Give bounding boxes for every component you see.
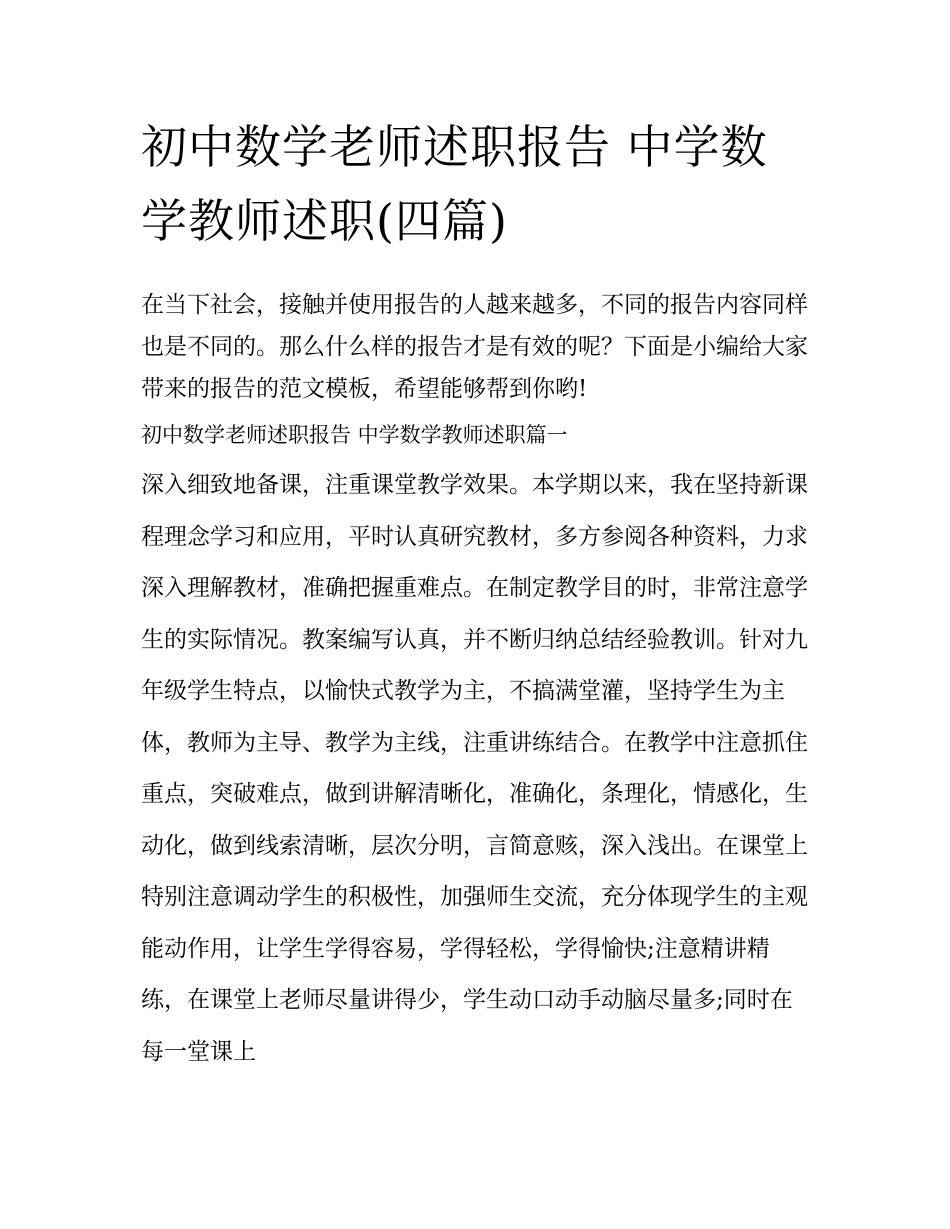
document-title: 初中数学老师述职报告 中学数学教师述职(四篇) [141, 120, 768, 248]
intro-paragraph: 在当下社会，接触并使用报告的人越来越多，不同的报告内容同样也是不同的。那么什么样的报告才是有效的呢？下面是小编给大家带来的报告的范文模板，希望能够帮到你哟! [141, 292, 808, 402]
body-paragraph: 深入细致地备课，注重课堂教学效果。本学期以来，我在坚持新课程理念学习和应用，平时认真研究教材，多方参阅各种资料，力求深入理解教材，准确把握重难点。在制定教学目的时，非常注意学生的实际情况。教案编写认真，并不断归纳总结经验教训。针对九年级学生特点，以愉快式教学为主，不搞满堂灌，坚持学生为主体，教师为主导、教学为主线，注重讲练结合。在教学中注意抓住重点，突破难点，做到讲解清晰化，准确化，条理化，情感化，生动化，做到线索清晰，层次分明，言简意赅，深入浅出。在课堂上特别注意调动学生的积极性，加强师生交流，充分体现学生的主观能动作用，让学生学得容易，学得轻松，学得愉快;注意精讲精练，在课堂上老师尽量讲得少，学生动口动手动脑尽量多;同时在每一堂课上 [141, 472, 808, 1065]
document-content [141, 110, 813, 1078]
section-heading: 初中数学老师述职报告 中学数学教师述职篇一 [141, 423, 568, 447]
